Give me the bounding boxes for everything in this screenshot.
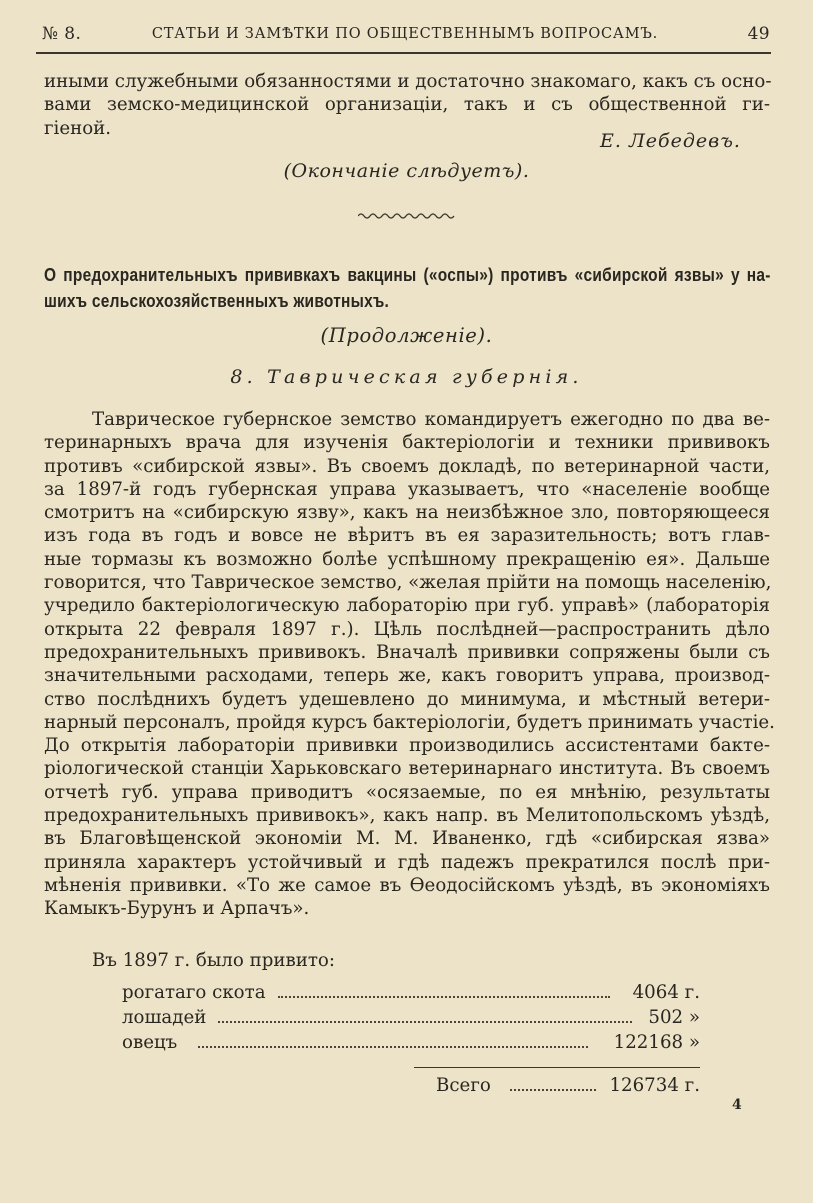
title-line: О предохранительныхъ прививкахъ вакцины («оспы») противъ «сибирской язвы» у на- (44, 265, 771, 285)
text-line: приняла характеръ устойчивый и гдѣ падежъ прекратился послѣ при- (44, 851, 770, 873)
text-line: предохранительныхъ прививокъ. Вначалѣ прививки сопряжены были съ (44, 641, 770, 663)
stat-label: овецъ (122, 1032, 178, 1053)
text-line: смотритъ на «сибирскую язву», какъ на неизбѣжное зло, повторяющееся (44, 502, 770, 524)
stat-label: рогатаго скота (122, 982, 266, 1003)
text-line: гіеной. (44, 117, 112, 139)
text-line: противъ «сибирской язвы». Въ своемъ докладѣ, по ветеринарной части, (44, 455, 770, 477)
stat-value: 122168 » (613, 1032, 700, 1053)
total-value: 126734 г. (609, 1075, 700, 1096)
stat-row-horses (122, 1007, 700, 1031)
dot-leader (198, 1046, 588, 1048)
stat-row-sheep (122, 1032, 700, 1056)
dot-leader (510, 1089, 596, 1091)
text-line: учредило бактеріологическую лабораторію при губ. управѣ» (лабораторія (44, 595, 770, 617)
text-line: вами земско-медицинской организаціи, такъ и съ общественной ги- (44, 94, 770, 116)
page-number: 49 (747, 24, 770, 44)
text-line: говорится, что Таврическое земство, «желая прійти на помощь населенію, (44, 572, 772, 594)
article-body (44, 408, 775, 921)
text-line: мѣненія прививки. «То же самое въ Ѳеодосійскомъ уѣздѣ, въ экономіяхъ (44, 874, 770, 896)
text-line: Таврическое губернское земство командируетъ ежегодно по два ве- (92, 409, 770, 430)
continuation-note: (Окончаніе слѣдуетъ). (283, 160, 530, 182)
text-line: за 1897-й годъ губернская управа указываетъ, что «населеніе вообще (44, 478, 770, 500)
sheet-signature: 4 (732, 1097, 742, 1113)
text-line: нарный персоналъ, пройдя курсъ бактеріологіи, будетъ принимать участіе. (44, 711, 775, 733)
text-line: иными служебными обязанностями и достаточно знакомаго, какъ съ осно- (44, 71, 772, 92)
author-signature: Е. Лебедевъ. (600, 130, 741, 152)
total-rule (414, 1067, 700, 1068)
stat-value: 502 » (648, 1007, 700, 1028)
stat-value: 4064 г. (632, 982, 700, 1003)
article-subtitle: (Продолженіе). (320, 324, 493, 347)
article-title (44, 262, 771, 314)
running-title: СТАТЬИ И ЗАМѢТКИ ПО ОБЩЕСТВЕННЫМЪ ВОПРОСАМЪ. (151, 26, 659, 42)
text-line: До открытія лабораторіи прививки производились ассистентами бакте- (44, 735, 770, 757)
text-line: отчетѣ губ. управа приводитъ «осязаемые, по ея мнѣнію, результаты (44, 781, 770, 803)
stat-row-cattle (122, 982, 700, 1006)
stat-total-row (436, 1075, 700, 1099)
text-line: ство послѣднихъ будетъ удешевлено до минимума, и мѣстный ветери- (44, 688, 770, 710)
text-line: теринарныхъ врача для изученія бактеріологіи и техники прививокъ (44, 432, 770, 454)
text-line: предохранительныхъ прививокъ», какъ напр. въ Мелитопольскомъ уѣздѣ, (44, 805, 770, 827)
text-line: изъ года въ годъ и вовсе не вѣритъ въ ея заразительность; вотъ глав- (44, 525, 770, 547)
stat-label: лошадей (122, 1007, 207, 1028)
stats-intro: Въ 1897 г. было привито: (92, 950, 335, 971)
issue-number: № 8. (42, 24, 82, 44)
text-line: ные тормазы къ возможно болѣе успѣшному прекращенію ея». Дальше (44, 548, 770, 570)
section-heading: 8. Таврическая губернія. (230, 366, 583, 388)
text-line: Камыкъ-Бурунъ и Арпачъ». (44, 898, 310, 920)
title-line: шихъ сельскохозяйственныхъ животныхъ. (44, 291, 390, 311)
text-line: значительными расходами, теперь же, какъ говоритъ управа, производ- (44, 665, 770, 687)
text-line: въ Благовѣщенской экономіи М. М. Иваненко, гдѣ «сибирская язва» (44, 828, 770, 850)
total-label: Всего (436, 1075, 491, 1096)
dot-leader (278, 996, 610, 998)
text-line: открыта 22 февраля 1897 г.). Цѣль послѣдней—распространить дѣло (44, 618, 770, 640)
header-rule (36, 52, 771, 54)
wavy-divider (358, 210, 456, 222)
dot-leader (218, 1021, 632, 1023)
running-header (40, 22, 770, 50)
text-line: ріологической станціи Харьковскаго ветеринарнаго института. Въ своемъ (44, 758, 770, 780)
